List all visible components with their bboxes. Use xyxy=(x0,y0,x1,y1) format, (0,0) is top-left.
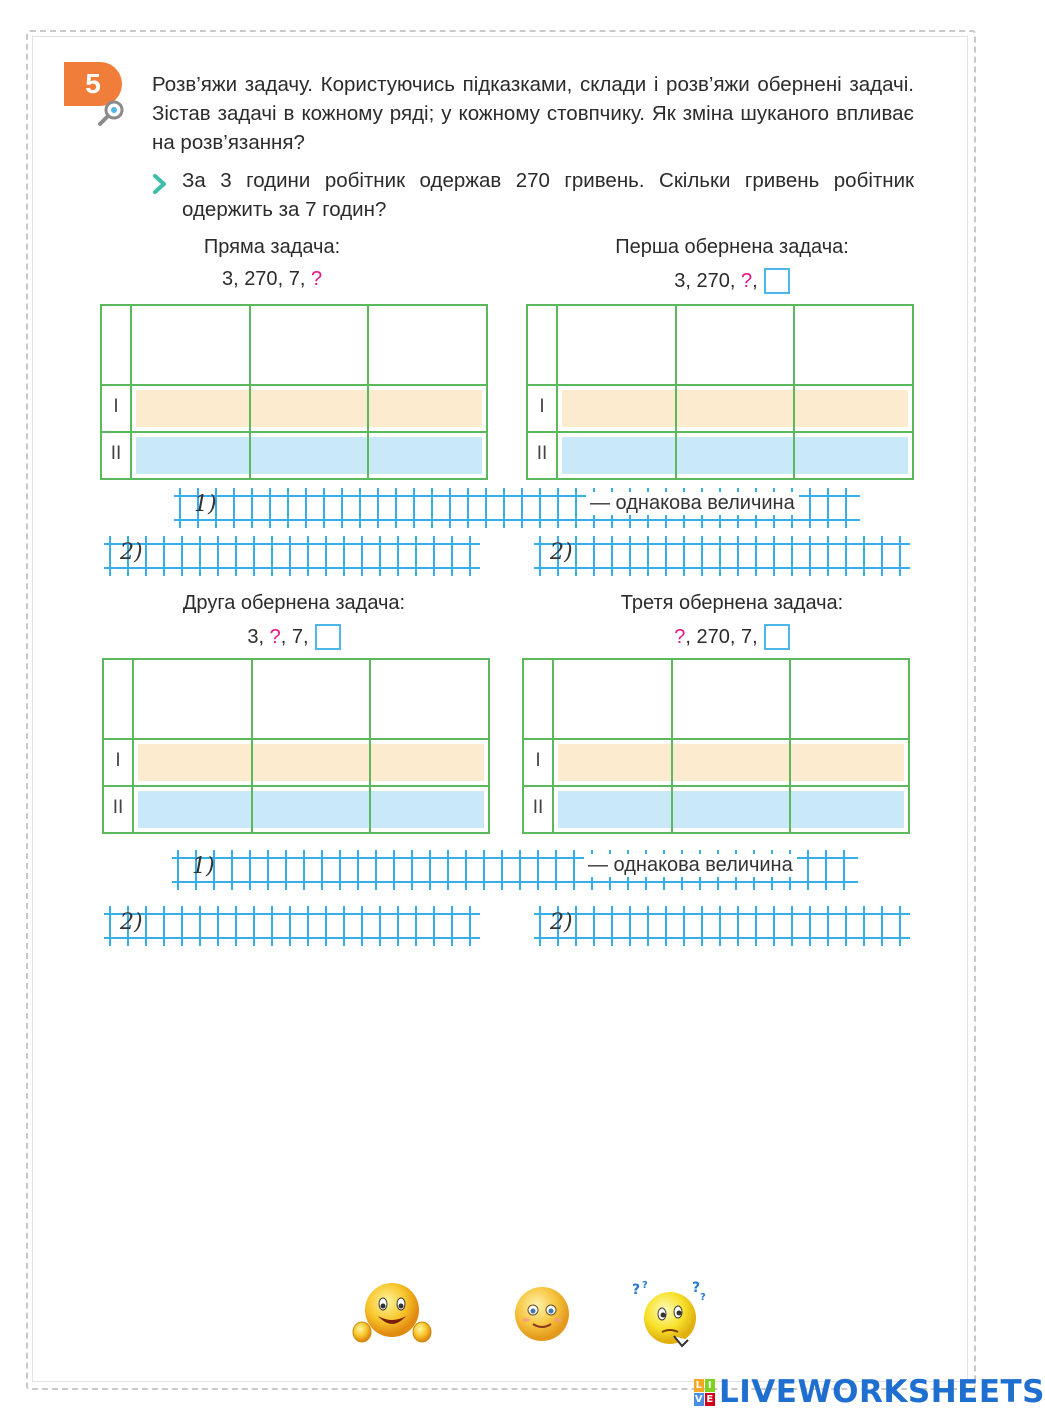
answer-box[interactable] xyxy=(764,624,790,650)
same-value-note: — однакова величина xyxy=(586,492,799,515)
task-numbers-inverse-2: 3 , ? , 7 , xyxy=(144,624,444,650)
svg-text:?: ? xyxy=(700,1292,706,1303)
step-2-label: 2) xyxy=(550,910,573,935)
task-numbers-inverse-1: 3 , 270 , ? , xyxy=(582,268,882,294)
task-title-direct: Пряма задача: xyxy=(203,236,341,258)
table-column-divider xyxy=(671,660,673,832)
writing-grid-line-2-left[interactable] xyxy=(104,536,480,576)
table-row-label: II xyxy=(532,796,544,818)
thumbs-up-smiley-icon[interactable] xyxy=(352,1280,432,1346)
task-title-inverse-2: Друга обернена задача: xyxy=(182,592,406,614)
table-column-divider xyxy=(367,306,369,478)
task-title-inverse-1: Перша обернена задача: xyxy=(615,236,849,258)
number: 270 xyxy=(244,268,278,290)
data-table-inverse-1 xyxy=(526,304,914,480)
table-column-divider xyxy=(132,660,134,832)
unknown-mark: ? xyxy=(674,625,686,648)
table-row-label: I xyxy=(113,395,119,417)
task-title-inverse-3: Третя обернена задача: xyxy=(620,592,844,614)
step-2-label: 2) xyxy=(120,910,143,935)
logo-mark-letter: L xyxy=(695,1379,703,1391)
unknown-mark: ? xyxy=(269,625,281,648)
magnifier-icon xyxy=(96,98,126,128)
table-row-label: II xyxy=(110,442,122,464)
table-row-divider xyxy=(104,785,488,787)
table-row-band[interactable] xyxy=(136,390,482,427)
table-row-divider xyxy=(102,384,486,386)
step-1-label: 1) xyxy=(194,492,217,517)
number: 3 xyxy=(674,269,686,292)
data-table-inverse-3 xyxy=(522,658,910,834)
table-row-label: I xyxy=(115,749,121,771)
table-row-band[interactable] xyxy=(558,791,904,828)
table-column-divider xyxy=(789,660,791,832)
answer-box[interactable] xyxy=(315,624,341,650)
number: 7 xyxy=(288,268,300,290)
table-row-divider xyxy=(524,738,908,740)
writing-grid-line-2-right[interactable] xyxy=(534,536,910,576)
table-row-label: II xyxy=(112,796,124,818)
table-row-band[interactable] xyxy=(562,437,908,474)
writing-grid-line-2-left[interactable] xyxy=(104,906,480,946)
table-row-band[interactable] xyxy=(138,744,484,781)
confused-smiley-icon[interactable] xyxy=(630,1278,710,1350)
table-row-label: I xyxy=(539,395,545,417)
table-row-divider xyxy=(102,431,486,433)
exercise-instruction: Розв’яжи задачу. Користуючись підказками, склади і розв’яжи обернені задачі. Зістав задачі в кожному ряді; у кожному стовпчику. Як зміна шуканого впливає на розв’язання? xyxy=(152,73,914,154)
table-row-label: II xyxy=(536,442,548,464)
data-table-inverse-2 xyxy=(102,658,490,834)
step-1-label: 1) xyxy=(192,854,215,879)
table-column-divider xyxy=(556,306,558,478)
number: 270 xyxy=(696,625,730,648)
number: 7 xyxy=(741,625,753,648)
logo-mark-letter: I xyxy=(705,1379,715,1392)
table-row-band[interactable] xyxy=(558,744,904,781)
table-row-band[interactable] xyxy=(562,390,908,427)
logo-mark-letter: E xyxy=(706,1393,714,1405)
number: 3 xyxy=(247,625,259,648)
same-value-note: — однакова величина xyxy=(584,854,797,877)
svg-text:?: ? xyxy=(632,1282,641,1298)
problem-text: За 3 години робітник одержав 270 гривень. Скільки гривень робітник одержить за 7 годин? xyxy=(182,169,914,221)
task-numbers-direct: 3 , 270 , 7 , ? xyxy=(221,268,323,290)
table-column-divider xyxy=(249,306,251,478)
writing-grid-line-2-right[interactable] xyxy=(534,906,910,946)
table-row-divider xyxy=(528,431,912,433)
number: 3 xyxy=(221,268,234,290)
svg-text:?: ? xyxy=(642,1280,648,1291)
table-row-divider xyxy=(524,785,908,787)
table-column-divider xyxy=(251,660,253,832)
table-row-divider xyxy=(528,384,912,386)
number: 7 xyxy=(291,625,304,648)
table-column-divider xyxy=(130,306,132,478)
table-row-divider xyxy=(104,738,488,740)
table-column-divider xyxy=(675,306,677,478)
exercise-number-badge: 5 xyxy=(64,62,122,106)
task-numbers-inverse-3: ? , 270 , 7 , xyxy=(582,624,882,650)
logo-mark-letter: V xyxy=(694,1393,704,1405)
table-column-divider xyxy=(552,660,554,832)
table-row-label: I xyxy=(535,749,541,771)
liveworksheets-logo xyxy=(694,1374,1045,1410)
svg-text:?: ? xyxy=(692,1280,701,1296)
table-row-band[interactable] xyxy=(136,437,482,474)
data-table-direct xyxy=(100,304,488,480)
smiling-smiley-icon[interactable] xyxy=(512,1284,572,1344)
number: 270 xyxy=(696,269,730,292)
step-2-label: 2) xyxy=(550,540,573,565)
step-2-label: 2) xyxy=(120,540,143,565)
logo-text: LIVEWORKSHEETS xyxy=(719,1374,1045,1410)
unknown-mark: ? xyxy=(741,269,753,292)
table-column-divider xyxy=(793,306,795,478)
answer-box[interactable] xyxy=(764,268,790,294)
chevron-right-icon xyxy=(152,174,168,194)
logo-mark xyxy=(694,1379,715,1406)
table-column-divider xyxy=(369,660,371,832)
table-row-band[interactable] xyxy=(138,791,484,828)
unknown-mark: ? xyxy=(310,268,323,290)
